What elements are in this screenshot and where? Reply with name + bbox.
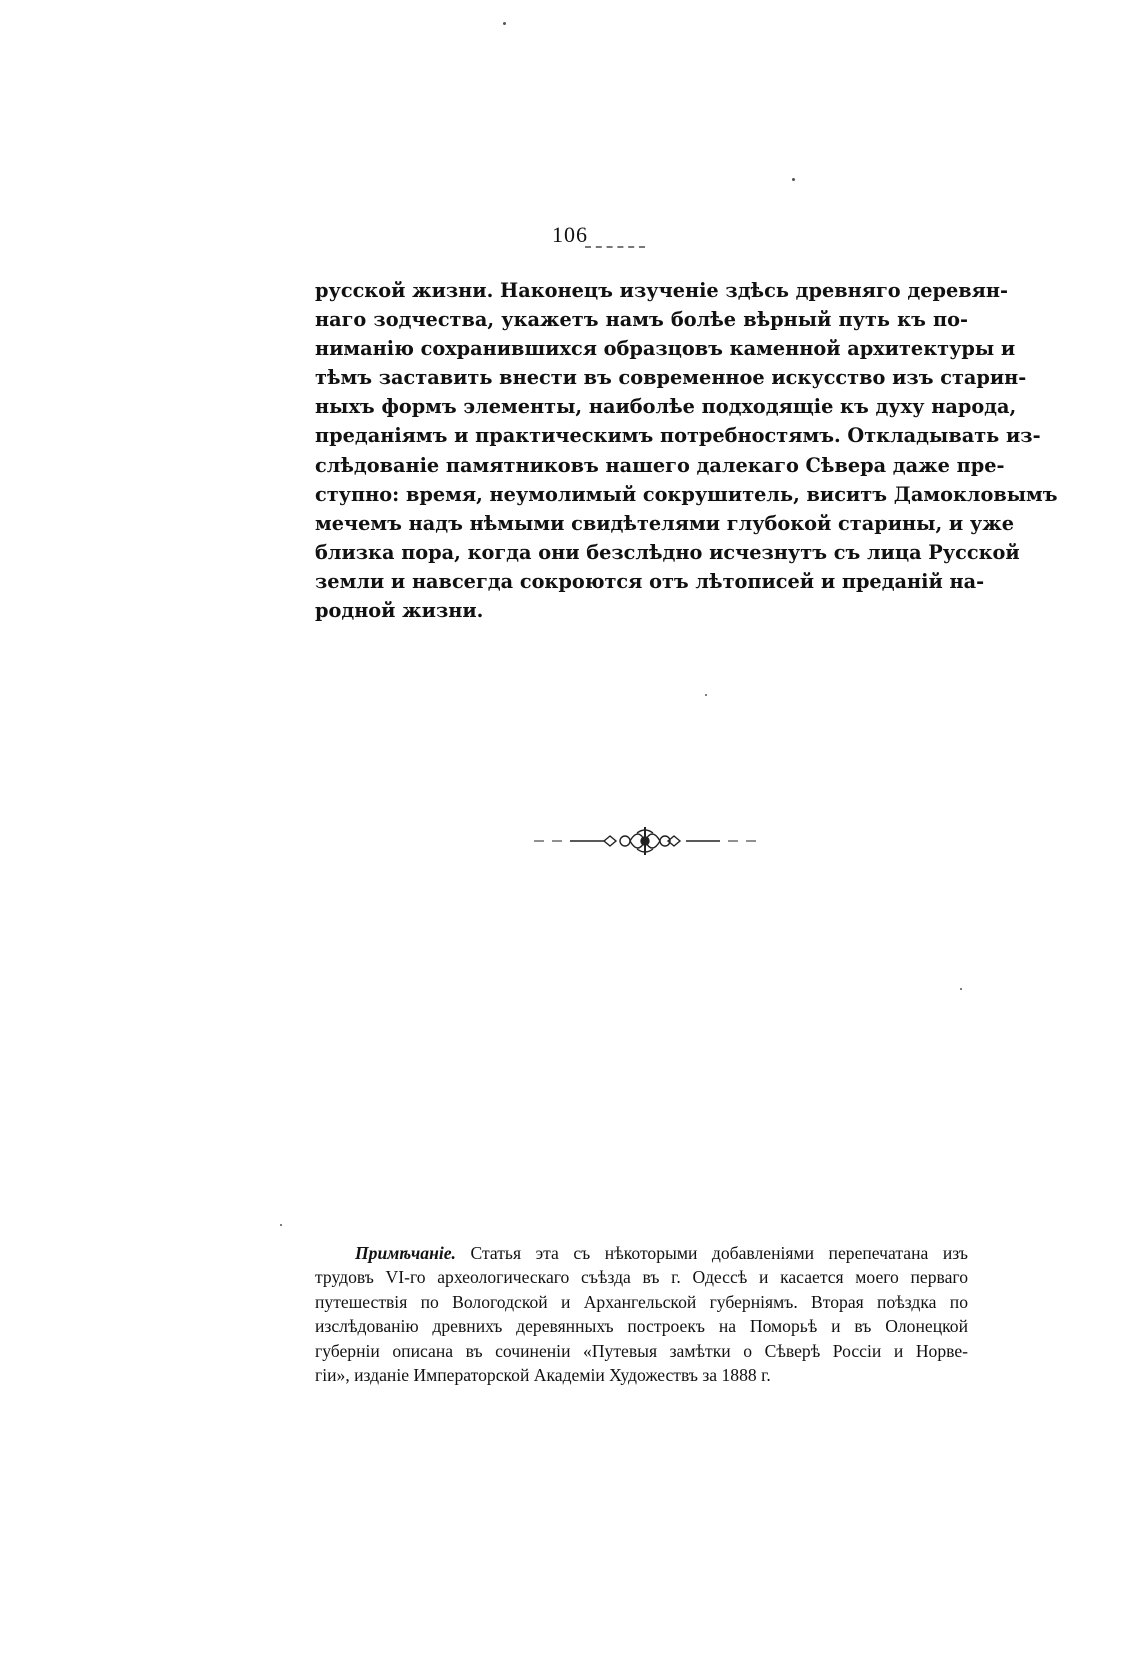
- print-speck: [503, 22, 506, 25]
- text-line: ступно: время, неумолимый сокрушитель, виситъ Дамокловымъ: [315, 482, 1058, 506]
- text-line: русской жизни. Наконецъ изученіе здѣсь древняго деревян-: [315, 279, 1009, 302]
- text-line: преданіямъ и практическимъ потребностямъ. Откладывать из-: [315, 424, 1041, 448]
- footnote-text: Статья эта съ нѣкоторыми добавленіями перепечатана изъ: [470, 1243, 968, 1263]
- text-line: близка пора, когда они безслѣдно исчезнутъ съ лица Русской: [315, 540, 1020, 564]
- footnote: [315, 1241, 968, 1387]
- text-line: ныхъ формъ элементы, наиболѣе подходящіе къ духу народа,: [315, 395, 1017, 419]
- page-number-underline: [585, 246, 645, 252]
- print-speck: [705, 694, 707, 696]
- print-speck: [280, 1224, 282, 1226]
- footnote-line: изслѣдованію древнихъ деревянныхъ построекъ на Поморьѣ и въ Олонецкой: [315, 1316, 968, 1337]
- page-number: 106: [552, 222, 588, 247]
- main-text: [315, 276, 1058, 625]
- text-line: слѣдованіе памятниковъ нашего далекаго Сѣвера даже пре-: [315, 453, 1005, 477]
- text-line: тѣмъ заставить внести въ современное искусство изъ старин-: [315, 366, 1027, 390]
- footnote-line: путешествія по Вологодской и Архангельской губерніямъ. Вторая поѣздка по: [315, 1291, 968, 1312]
- text-line: земли и навсегда сокроются отъ лѣтописей и преданій на-: [315, 569, 985, 593]
- text-line: родной жизни.: [315, 599, 484, 623]
- text-line: мечемъ надъ нѣмыми свидѣтелями глубокой старины, и уже: [315, 511, 1014, 535]
- footnote-label: Примѣчаніе.: [355, 1243, 456, 1263]
- print-speck: [960, 988, 962, 990]
- text-line: наго зодчества, укажетъ намъ болѣе вѣрный путь къ по-: [315, 308, 968, 332]
- footnote-first-line: [315, 1241, 968, 1265]
- footnote-line: губерніи описана въ сочиненіи «Путевыя замѣтки о Сѣверѣ Россіи и Норве-: [315, 1340, 968, 1361]
- print-speck: [792, 178, 795, 181]
- fleuron-divider-icon: [530, 824, 760, 858]
- footnote-line: гіи», изданіе Императорской Академіи Художествъ за 1888 г.: [315, 1365, 771, 1386]
- text-line: ниманію сохранившихся образцовъ каменной архитектуры и: [315, 337, 1016, 361]
- footnote-line: трудовъ VI-го археологическаго съѣзда въ г. Одессѣ и касается моего перваго: [315, 1267, 968, 1288]
